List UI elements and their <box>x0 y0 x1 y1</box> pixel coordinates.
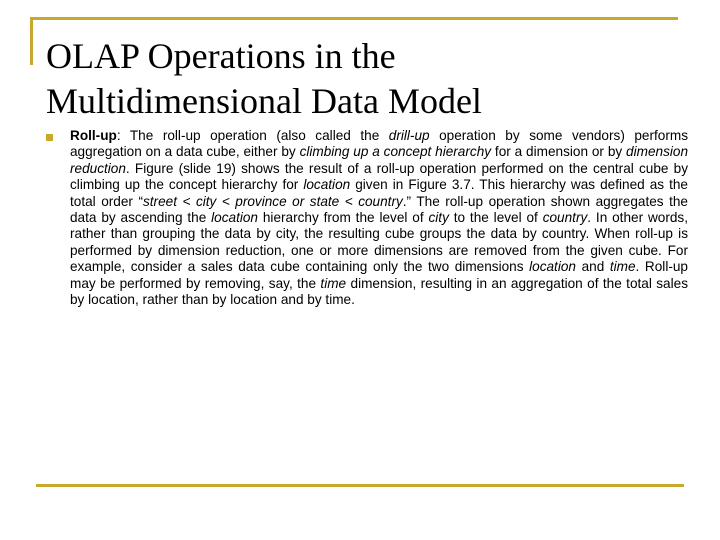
bullet-list <box>36 128 688 308</box>
frame-top-rule <box>30 17 678 20</box>
term-italic: dimension reduction <box>70 144 689 176</box>
term-bold: Roll-up <box>70 128 117 143</box>
text-run: hierarchy from the level of <box>258 210 429 226</box>
term-italic: climbing up a concept hierarchy <box>299 144 492 160</box>
term-italic: time <box>320 275 347 291</box>
bullet-item <box>36 128 688 308</box>
text-run: given in Figure 3.7. This hierarchy was defined as the total order “ <box>70 177 688 209</box>
roll-up-paragraph <box>70 128 688 308</box>
term-italic: location <box>211 210 258 226</box>
term-italic: time <box>609 259 636 275</box>
text-run: . Roll-up may be performed by removing, say, the <box>70 259 688 291</box>
term-italic: location <box>303 177 351 193</box>
text-run: and <box>575 259 610 275</box>
frame-bottom-rule <box>36 484 684 487</box>
text-run: : The roll-up operation (also called the <box>116 128 389 143</box>
term-italic: location <box>529 259 576 275</box>
text-run: to the level of <box>448 210 543 226</box>
term-italic: drill-up <box>388 128 430 143</box>
frame-left-rule <box>30 17 33 65</box>
slide-title-line-2: Multidimensional Data Model <box>46 81 482 121</box>
text-run: dimension, resulting in an aggregation of the total sales by location, rather than by location and by time. <box>70 275 688 308</box>
term-italic: country <box>542 210 588 226</box>
term-italic: street < city < province or state < country <box>142 193 403 209</box>
text-run: . Figure (slide 19) shows the result of a roll-up operation performed on the central cube by climbing up the concept hierarchy for <box>70 160 688 193</box>
text-run: .” The roll-up operation shown aggregates the data by ascending the <box>70 193 688 226</box>
square-bullet-icon <box>46 134 53 141</box>
slide-title-line-1: OLAP Operations in the <box>46 36 396 76</box>
text-run: . In other words, rather than grouping the data by city, the resulting cube groups the data by country. When roll-up is performed by dimension reduction, one or more dimensions are removed from the given cube. For example, consider a sales data cube containing only the two dimensions <box>70 210 689 275</box>
text-run: for a dimension or by <box>491 144 627 160</box>
text-run: operation by some vendors) performs aggregation on a data cube, either by <box>70 128 689 160</box>
term-italic: city <box>428 210 449 226</box>
slide-title <box>46 34 686 124</box>
